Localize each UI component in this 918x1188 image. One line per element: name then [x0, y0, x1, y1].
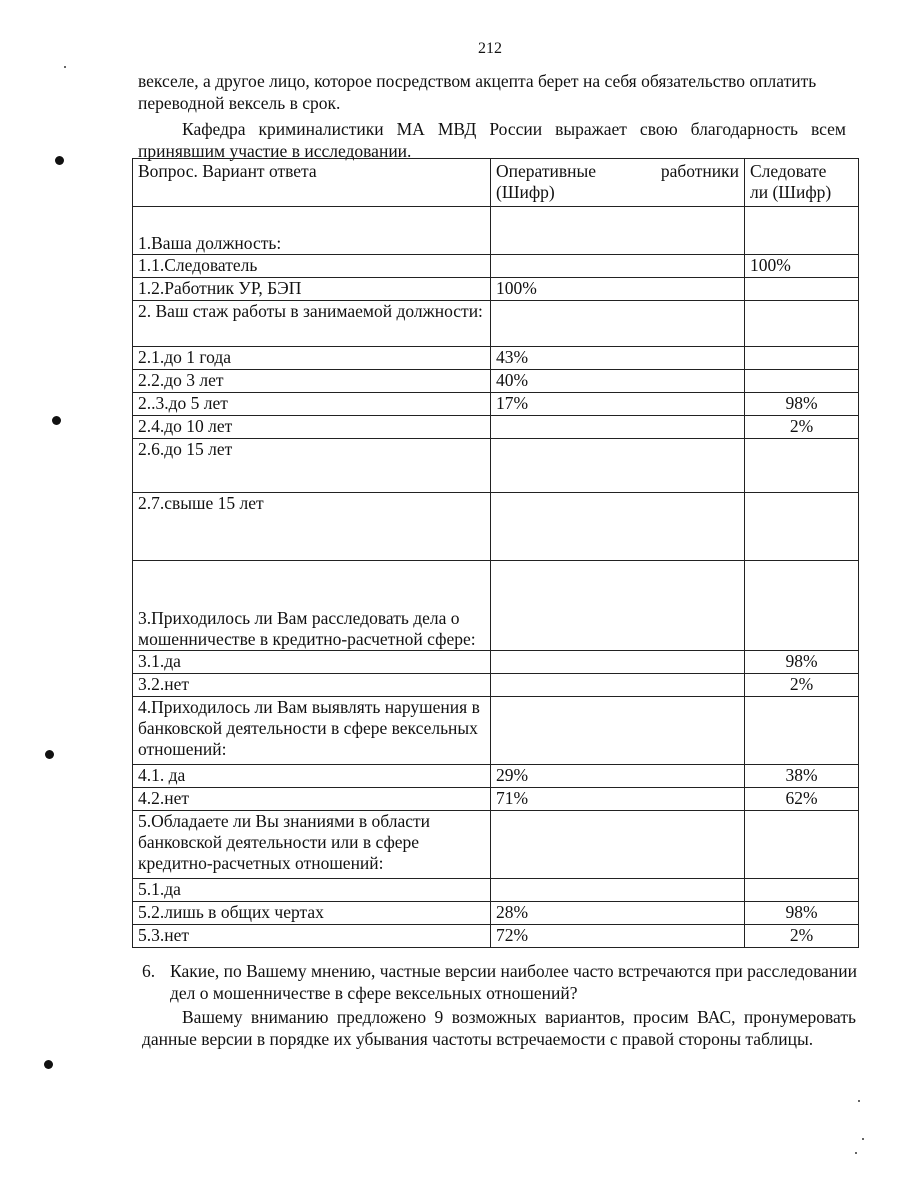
row-label: 4.1. да — [133, 765, 491, 788]
row-investigator — [745, 561, 859, 651]
margin-bullet-4 — [44, 1060, 53, 1069]
table-header-row — [133, 159, 859, 207]
row-label: 1.2.Работник УР, БЭП — [133, 278, 491, 301]
row-label: 2.4.до 10 лет — [133, 416, 491, 439]
table-row — [133, 879, 859, 902]
row-operative — [491, 811, 745, 879]
header-investigator — [745, 159, 859, 207]
row-operative: 43% — [491, 347, 745, 370]
row-investigator: 2% — [745, 416, 859, 439]
header-operative-line1: Оперативные работники — [496, 161, 739, 181]
row-label: 2.6.до 15 лет — [133, 439, 491, 493]
row-operative: 29% — [491, 765, 745, 788]
row-label: 1.Ваша должность: — [133, 207, 491, 255]
scan-speck — [64, 66, 66, 68]
row-label: 2.1.до 1 года — [133, 347, 491, 370]
question-6-number: 6. — [142, 961, 156, 981]
row-investigator: 98% — [745, 393, 859, 416]
scan-speck — [858, 1100, 860, 1102]
row-investigator: 98% — [745, 902, 859, 925]
table-row — [133, 788, 859, 811]
table-row — [133, 347, 859, 370]
scan-speck — [855, 1152, 857, 1154]
row-operative — [491, 561, 745, 651]
closing-paragraph: Вашему вниманию предложено 9 возможных вариантов, просим ВАС, пронумеровать данные версии в порядке их убывания частоты встречаемости с правой стороны таблицы. — [142, 1007, 856, 1049]
table-row — [133, 301, 859, 347]
row-label: 3.Приходилось ли Вам расследовать дела о мошенничестве в кредитно-расчетной сфере: — [133, 561, 491, 651]
table-row — [133, 765, 859, 788]
table-row — [133, 439, 859, 493]
row-operative: 40% — [491, 370, 745, 393]
row-operative — [491, 439, 745, 493]
row-label: 2.7.свыше 15 лет — [133, 493, 491, 561]
header-investigator-line2: ли (Шифр) — [750, 182, 832, 202]
header-operative — [491, 159, 745, 207]
question-6-text: Какие, по Вашему мнению, частные версии наиболее часто встречаются при расследовании дел о мошенничестве в сфере вексельных отношений? — [170, 961, 858, 1003]
row-investigator — [745, 207, 859, 255]
row-operative — [491, 879, 745, 902]
row-operative: 72% — [491, 925, 745, 948]
table-row — [133, 493, 859, 561]
row-operative — [491, 255, 745, 278]
row-label: 5.1.да — [133, 879, 491, 902]
row-investigator — [745, 347, 859, 370]
row-investigator — [745, 493, 859, 561]
table-row — [133, 651, 859, 674]
question-6 — [142, 960, 858, 1004]
row-investigator — [745, 370, 859, 393]
row-label: 5.3.нет — [133, 925, 491, 948]
row-investigator: 100% — [745, 255, 859, 278]
row-label: 1.1.Следователь — [133, 255, 491, 278]
row-investigator — [745, 697, 859, 765]
scan-speck — [862, 1138, 864, 1140]
row-operative: 100% — [491, 278, 745, 301]
row-label: 4.Приходилось ли Вам выявлять нарушения в банковской деятельности в сфере вексельных отношений: — [133, 697, 491, 765]
header-investigator-line1: Следовате — [750, 161, 827, 181]
table-row — [133, 902, 859, 925]
table-row — [133, 278, 859, 301]
header-question: Вопрос. Вариант ответа — [133, 159, 491, 207]
row-operative — [491, 301, 745, 347]
row-label: 5.Обладаете ли Вы знаниями в области банковской деятельности или в сфере кредитно-расчетных отношений: — [133, 811, 491, 879]
row-operative: 28% — [491, 902, 745, 925]
row-label: 3.1.да — [133, 651, 491, 674]
row-label: 2.2.до 3 лет — [133, 370, 491, 393]
intro-paragraph-2: Кафедра криминалистики МА МВД России выражает свою благодарность всем принявшим участие в исследовании. — [138, 119, 846, 161]
table-row — [133, 393, 859, 416]
row-investigator: 62% — [745, 788, 859, 811]
row-label: 5.2.лишь в общих чертах — [133, 902, 491, 925]
margin-bullet-1 — [55, 156, 64, 165]
row-operative — [491, 651, 745, 674]
row-investigator — [745, 439, 859, 493]
intro-paragraph-1: векселе, а другое лицо, которое посредством акцепта берет на себя обязательство оплатить переводной вексель в срок. — [138, 71, 817, 113]
row-label: 3.2.нет — [133, 674, 491, 697]
survey-table — [132, 158, 859, 948]
row-operative — [491, 416, 745, 439]
row-investigator — [745, 301, 859, 347]
row-investigator — [745, 879, 859, 902]
row-investigator: 2% — [745, 925, 859, 948]
table-row — [133, 811, 859, 879]
row-investigator: 2% — [745, 674, 859, 697]
row-operative: 71% — [491, 788, 745, 811]
row-investigator — [745, 278, 859, 301]
row-label: 2..3.до 5 лет — [133, 393, 491, 416]
row-investigator: 98% — [745, 651, 859, 674]
table-row — [133, 416, 859, 439]
table-row — [133, 561, 859, 651]
page-number: 212 — [478, 40, 502, 57]
row-operative: 17% — [491, 393, 745, 416]
row-operative — [491, 697, 745, 765]
row-investigator: 38% — [745, 765, 859, 788]
table-row — [133, 370, 859, 393]
row-label: 2. Ваш стаж работы в занимаемой должности: — [133, 301, 491, 347]
table-row — [133, 925, 859, 948]
table-row — [133, 697, 859, 765]
table-row — [133, 255, 859, 278]
table-row — [133, 207, 859, 255]
row-investigator — [745, 811, 859, 879]
margin-bullet-2 — [52, 416, 61, 425]
row-operative — [491, 207, 745, 255]
table-row — [133, 674, 859, 697]
row-operative — [491, 493, 745, 561]
margin-bullet-3 — [45, 750, 54, 759]
row-operative — [491, 674, 745, 697]
row-label: 4.2.нет — [133, 788, 491, 811]
header-operative-line2: (Шифр) — [496, 182, 555, 202]
